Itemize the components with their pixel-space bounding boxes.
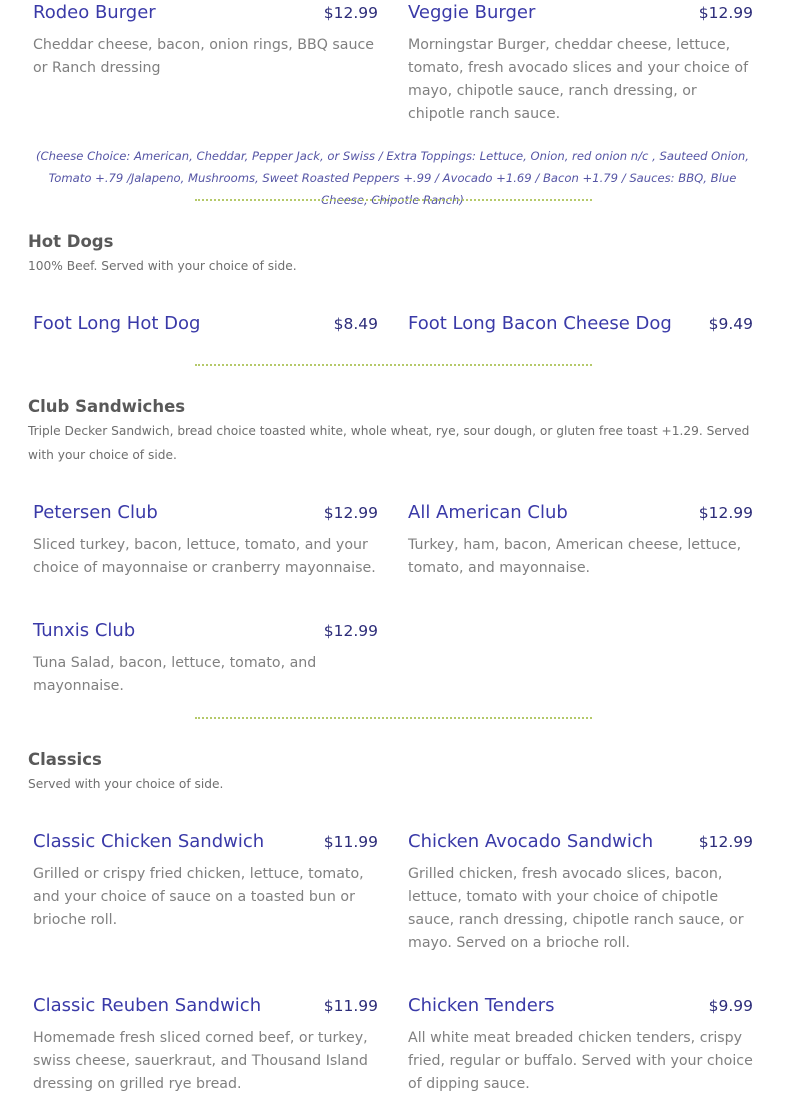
menu-item-name: Rodeo Burger (33, 2, 156, 23)
menu-item-name: Foot Long Hot Dog (33, 313, 201, 334)
section-divider (195, 199, 592, 201)
menu-item-name: Chicken Tenders (408, 995, 555, 1016)
menu-item-name: Classic Reuben Sandwich (33, 995, 262, 1016)
menu-item-price: $9.49 (708, 315, 753, 333)
menu-item-description: Sliced turkey, bacon, lettuce, tomato, and your choice of mayonnaise or cranberry mayonnaise. (33, 537, 376, 576)
section-title-club-sandwiches: Club Sandwiches (28, 397, 186, 416)
menu-item-description: Tuna Salad, bacon, lettuce, tomato, and mayonnaise. (33, 655, 317, 694)
menu-item-price: $8.49 (333, 315, 378, 333)
menu-item-price: $12.99 (698, 4, 753, 22)
burger-options-note: (Cheese Choice: American, Cheddar, Pepper Jack, or Swiss / Extra Toppings: Lettuce, Onion, red onion n/c , Sauteed Onion, Tomato +.79 /Jalapeno, Mushrooms, Sweet Roasted Peppers +.99 / Avocado +1.69 / Bacon +1.79 / Sauces: BBQ, Blue Cheese, Chipotle Ranch) (36, 149, 749, 207)
menu-item-description: All white meat breaded chicken tenders, crispy fried, regular or buffalo. Served with your choice of dipping sauce. (408, 1030, 753, 1092)
section-description: Served with your choice of side. (28, 777, 224, 791)
menu-item-price: $11.99 (323, 833, 378, 851)
section-title-hot-dogs: Hot Dogs (28, 232, 114, 251)
menu-item-price: $12.99 (323, 504, 378, 522)
section-divider (195, 364, 592, 366)
menu-item-description: Cheddar cheese, bacon, onion rings, BBQ sauce or Ranch dressing (33, 37, 374, 76)
section-description: 100% Beef. Served with your choice of side. (28, 259, 297, 273)
menu-item-name: All American Club (408, 502, 568, 523)
menu-item-name: Chicken Avocado Sandwich (408, 831, 654, 852)
section-title-classics: Classics (28, 750, 102, 769)
menu-item-price: $12.99 (698, 833, 753, 851)
menu-item-name: Foot Long Bacon Cheese Dog (408, 313, 672, 334)
menu-item-description: Grilled chicken, fresh avocado slices, bacon, lettuce, tomato with your choice of chipotle sauce, ranch dressing, chipotle ranch sauce, or mayo. Served on a brioche roll. (408, 866, 744, 951)
menu-item-description: Grilled or crispy fried chicken, lettuce, tomato, and your choice of sauce on a toasted bun or brioche roll. (33, 866, 364, 928)
menu-item-price: $11.99 (323, 997, 378, 1015)
menu-item-name: Tunxis Club (33, 620, 136, 641)
menu-item-name: Veggie Burger (408, 2, 536, 23)
menu-item-price: $12.99 (698, 504, 753, 522)
menu-item-description: Morningstar Burger, cheddar cheese, lettuce, tomato, fresh avocado slices and your choice of mayo, chipotle sauce, ranch dressing, or chipotle ranch sauce. (408, 37, 749, 122)
menu-item-name: Classic Chicken Sandwich (33, 831, 265, 852)
section-description: Triple Decker Sandwich, bread choice toasted white, whole wheat, rye, sour dough, or gluten free toast +1.29. Served with your choice of side. (28, 424, 750, 462)
section-divider (195, 717, 592, 719)
menu-item-name: Petersen Club (33, 502, 158, 523)
menu-item-price: $12.99 (323, 4, 378, 22)
menu-item-description: Homemade fresh sliced corned beef, or turkey, swiss cheese, sauerkraut, and Thousand Island dressing on grilled rye bread. (33, 1030, 368, 1092)
menu-item-price: $9.99 (708, 997, 753, 1015)
menu-item-description: Turkey, ham, bacon, American cheese, lettuce, tomato, and mayonnaise. (408, 537, 742, 576)
menu-item-price: $12.99 (323, 622, 378, 640)
